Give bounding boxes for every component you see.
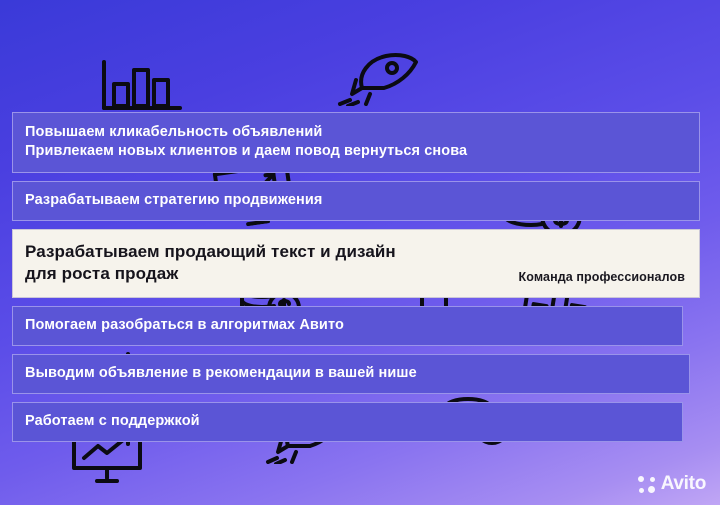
avito-watermark — [638, 473, 706, 495]
list-item-highlighted — [12, 229, 700, 298]
benefits-list — [12, 112, 700, 450]
list-item — [12, 354, 690, 394]
list-item — [12, 402, 683, 442]
bar-chart-doodle — [96, 50, 184, 112]
list-item-line: Помогаем разобраться в алгоритмах Авито — [25, 317, 344, 333]
avito-dots-logo-icon — [638, 476, 655, 493]
list-item — [12, 306, 683, 346]
list-item — [12, 112, 700, 173]
list-item-line: для роста продаж — [25, 264, 179, 283]
list-item-line: Работаем с поддержкой — [25, 413, 200, 429]
list-item-line: Привлекаем новых клиентов и даем повод вернуться снова — [25, 143, 468, 159]
list-item-line: Выводим объявление в рекомендации в вашей нише — [25, 365, 417, 381]
rocket-doodle — [336, 48, 420, 106]
list-item-line: Разрабатываем стратегию продвижения — [25, 192, 323, 208]
avito-wordmark: Avito — [660, 473, 706, 494]
list-item-line: Разрабатываем продающий текст и дизайн — [25, 242, 396, 261]
list-item — [12, 181, 700, 221]
list-item-line: Повышаем кликабельность объявлений — [25, 124, 323, 140]
team-badge: Команда профессионалов — [518, 270, 685, 284]
